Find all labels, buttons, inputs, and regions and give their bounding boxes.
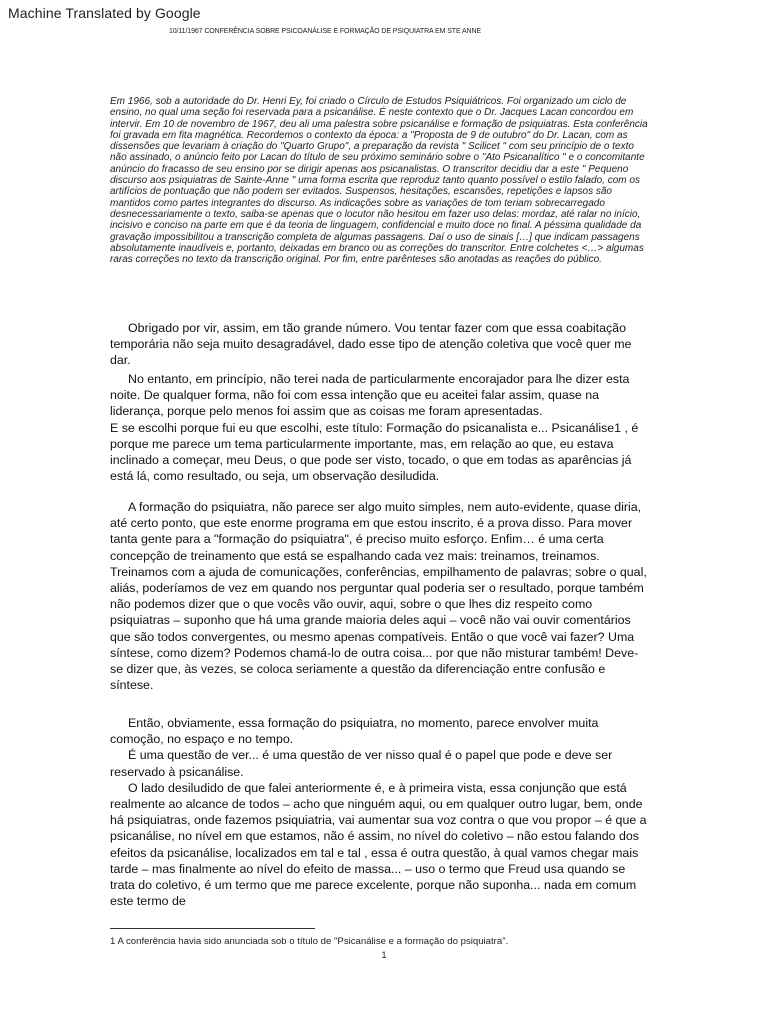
document-header: 10/11/1967 CONFERÊNCIA SOBRE PSICOANÁLISE E FORMAÇÃO DE PSIQUIATRA EM STE ANNE (168, 28, 482, 35)
intro-paragraph: Em 1966, sob a autoridade do Dr. Henri Ey, foi criado o Círculo de Estudos Psiquiátricos. Foi organizado um ciclo de ensino, no qual uma seção foi reservada para a psicanálise. É neste contexto que o Dr. Jacques Lacan concordou em intervir. Em 10 de novembro de 1967, deu ali uma palestra sobre psicanálise e formação de psiquiatras. Esta conferência foi gravada em fita magnética. Recordemos o contexto da época: a "Proposta de 9 de outubro" do Dr. Lacan, com as dissensões que levariam à criação do "Quarto Grupo", a preparação da revista " Scilicet " com seu princípio de o texto não assinado, o anúncio feito por Lacan do título de seu próximo seminário sobre o "Ato Psicanalítico " e o concomitante anúncio do fracasso de seu ensino por se dirigir apenas aos psicanalistas. O transcritor decidiu dar a este " Pequeno discurso aos psiquiatras de Sainte-Anne " uma forma escrita que reproduz tanto quanto possível o estilo falado, com os artifícios de pontuação que não podem ser evitados. Suspensos, hesitações, escansões, repetições e lapsos são mantidos como partes integrantes do discurso. As indicações sobre as variações de tom teriam sobrecarregado desnecessariamente o texto, saiba-se apenas que o locutor não hesitou em fazer uso delas: mordaz, até ralar no início, incisivo e conciso na parte em que é da teoria de linguagem, confidencial e muito doce no final. A péssima qualidade da gravação impossibilitou a transcrição completa de algumas passagens. Daí o uso de sinais […] que indicam passagens absolutamente inaudíveis e, portanto, deixadas em branco ou as correções do transcritor. Entre colchetes <…> algumas raras correções no texto da transcrição original. Por fim, entre parênteses são anotadas as reações do público. (110, 96, 648, 266)
footnote: 1 A conferência havia sido anunciada sob o título de "Psicanálise e a formação do psiquiatra". (110, 936, 509, 947)
machine-translation-banner: Machine Translated by Google (8, 5, 201, 21)
body-paragraph: Então, obviamente, essa formação do psiquiatra, no momento, parece envolver muita comoção, no espaço e no tempo. (110, 716, 599, 747)
body-block-2 (110, 371, 650, 484)
body-block-1 (110, 320, 650, 369)
body-paragraph: Obrigado por vir, assim, em tão grande número. Vou tentar fazer com que essa coabitação temporária não seja muito desagradável, dado esse tipo de atenção coletiva que você quer me dar. (110, 321, 632, 368)
footnote-divider (110, 928, 315, 929)
body-paragraph: O lado desiludido de que falei anteriormente é, e à primeira vista, essa conjunção que está realmente ao alcance de todos – acho que ninguém aqui, ou em qualquer outro lugar, bem, onde há psiquiatras, onde fazemos psiquiatria, vai aumentar sua voz contra o que vou propor – é que a psicanálise, no nível em que estamos, não é assim, no nível do coletivo – não estou falando dos efeitos da psicanálise, localizados em tal e tal , essa é outra questão, à qual vamos chegar mais tarde – mas finalmente ao nível do efeito de massa... – uso o termo que Freud usa quando se trata do coletivo, é um termo que me parece excelente, porque não suponha... nada em comum este termo de (110, 780, 647, 909)
body-paragraph: E se escolhi porque fui eu que escolhi, este título: Formação do psicanalista e... Psicanálise1 , é porque me parece um tema particularmente importante, mas, em relação ao que, eu estava inclinado a começar, meu Deus, o que pode ser visto, tocado, o que em todas as aparências já está lá, como resultado, ou seja, um observação desiludida. (110, 420, 639, 484)
body-block-3 (110, 499, 650, 693)
body-paragraph: A formação do psiquiatra, não parece ser algo muito simples, nem auto-evidente, quase diria, até certo ponto, que este enorme programa em que estou inscrito, é a prova disso. Para mover tanta gente para a "formação do psiquiatra", é preciso muito esforço. Enfim… é uma certa concepção de treinamento que está se espalhando cada vez mais: treinamos, treinamos. Treinamos com a ajuda de comunicações, conferências, empilhamento de palavras; sobre o qual, aliás, poderíamos de vez em quando nos perguntar qual poderia ser o resultado, porque também não podemos dizer que o que vocês vão ouvir, aqui, sobre o que lhes diz respeito como psiquiatras – suponho que há uma grande maioria deles aqui – você não vai ouvir comentários que são todos convergentes, ou mesmo apenas compatíveis. Então o que você vai fazer? Uma síntese, como dizem? Podemos chamá-lo de outra coisa... por que não misturar também! Deve-se dizer que, às vezes, se coloca seriamente a questão da diferenciação entre confusão e síntese. (110, 500, 647, 693)
page-number: 1 (381, 950, 387, 960)
body-paragraph: É uma questão de ver... é uma questão de ver nisso qual é o papel que pode e deve ser reservado à psicanálise. (110, 748, 613, 779)
body-block-4 (110, 715, 650, 909)
body-paragraph: No entanto, em princípio, não terei nada de particularmente encorajador para lhe dizer esta noite. De qualquer forma, não foi com essa intenção que eu aceitei falar assim, quase na liderança, porque pelo menos foi assim que as coisas me foram apresentadas. (110, 372, 630, 419)
